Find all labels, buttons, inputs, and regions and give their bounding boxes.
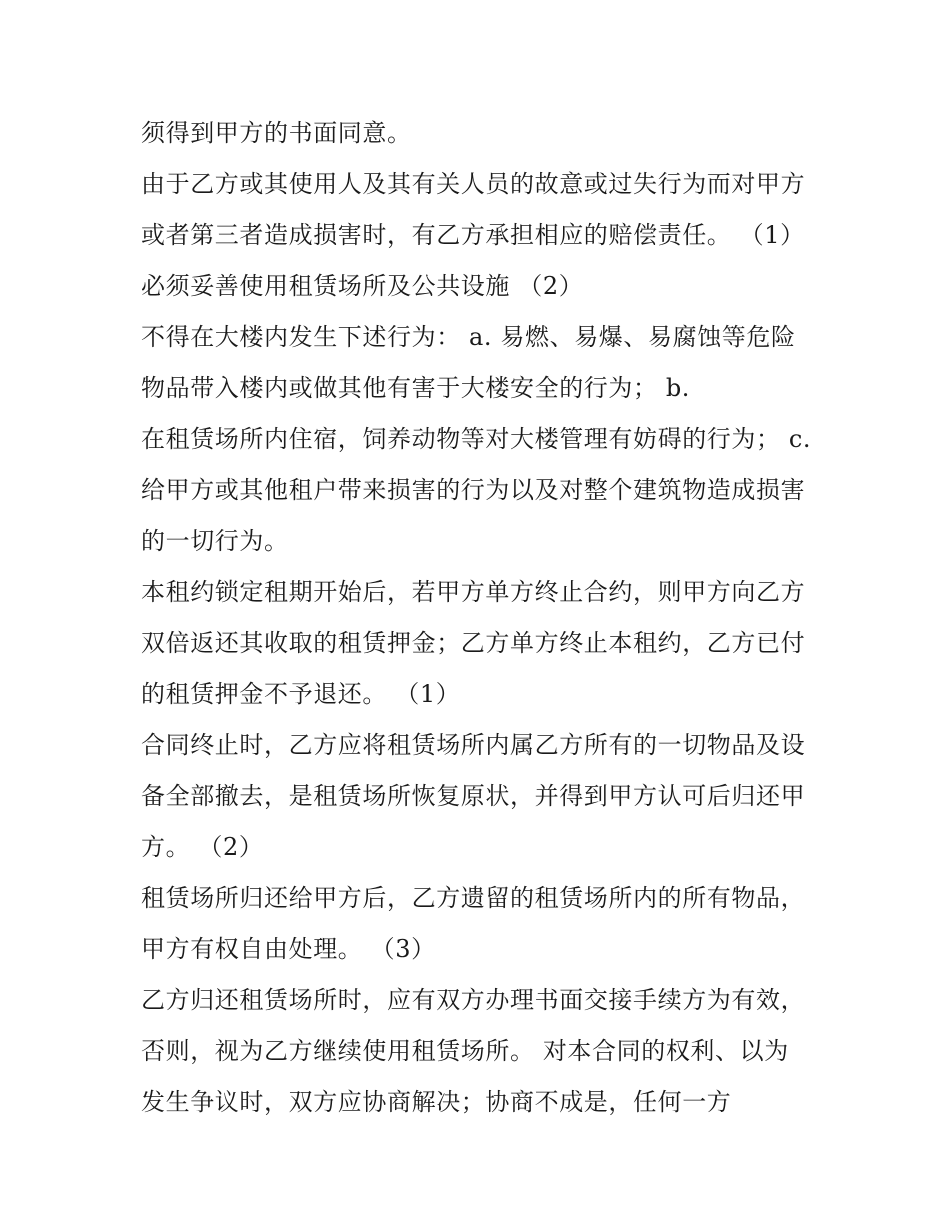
text-line: 由于乙方或其使用人及其有关人员的故意或过失行为而对甲方 xyxy=(141,170,806,198)
text-line: 须得到甲方的书面同意。 xyxy=(141,119,412,147)
text-line: 物品带入楼内或做其他有害于大楼安全的行为； b. xyxy=(141,374,691,402)
text-line: 发生争议时，双方应协商解决；协商不成是，任何一方 xyxy=(141,1088,732,1116)
text-line: 的租赁押金不予退还。 （1） xyxy=(141,680,461,708)
text-line: 乙方归还租赁场所时，应有双方办理书面交接手续方为有效， xyxy=(141,986,806,1014)
text-line: 甲方有权自由处理。 （3） xyxy=(141,935,436,963)
text-line: 合同终止时，乙方应将租赁场所内属乙方所有的一切物品及设 xyxy=(141,731,806,759)
document-body xyxy=(141,108,831,1128)
text-line: 必须妥善使用租赁场所及公共设施 （2） xyxy=(141,272,584,300)
text-line: 备全部撤去，是租赁场所恢复原状，并得到甲方认可后归还甲 xyxy=(141,782,806,810)
text-line: 方。 （2） xyxy=(141,833,264,861)
text-line: 否则，视为乙方继续使用租赁场所。 对本合同的权利、以为 xyxy=(141,1037,789,1065)
text-line: 双倍返还其收取的租赁押金；乙方单方终止本租约，乙方已付 xyxy=(141,629,806,657)
text-line: 在租赁场所内住宿，饲养动物等对大楼管理有妨碍的行为； c. xyxy=(141,425,812,453)
text-line: 或者第三者造成损害时，有乙方承担相应的赔偿责任。 （1） xyxy=(141,221,805,249)
text-line: 不得在大楼内发生下述行为： a. 易燃、易爆、易腐蚀等危险 xyxy=(141,323,796,351)
text-line: 给甲方或其他租户带来损害的行为以及对整个建筑物造成损害 xyxy=(141,476,806,504)
text-line: 的一切行为。 xyxy=(141,527,289,555)
text-line: 本租约锁定租期开始后，若甲方单方终止合约，则甲方向乙方 xyxy=(141,578,806,606)
text-line: 租赁场所归还给甲方后，乙方遗留的租赁场所内的所有物品， xyxy=(141,884,806,912)
